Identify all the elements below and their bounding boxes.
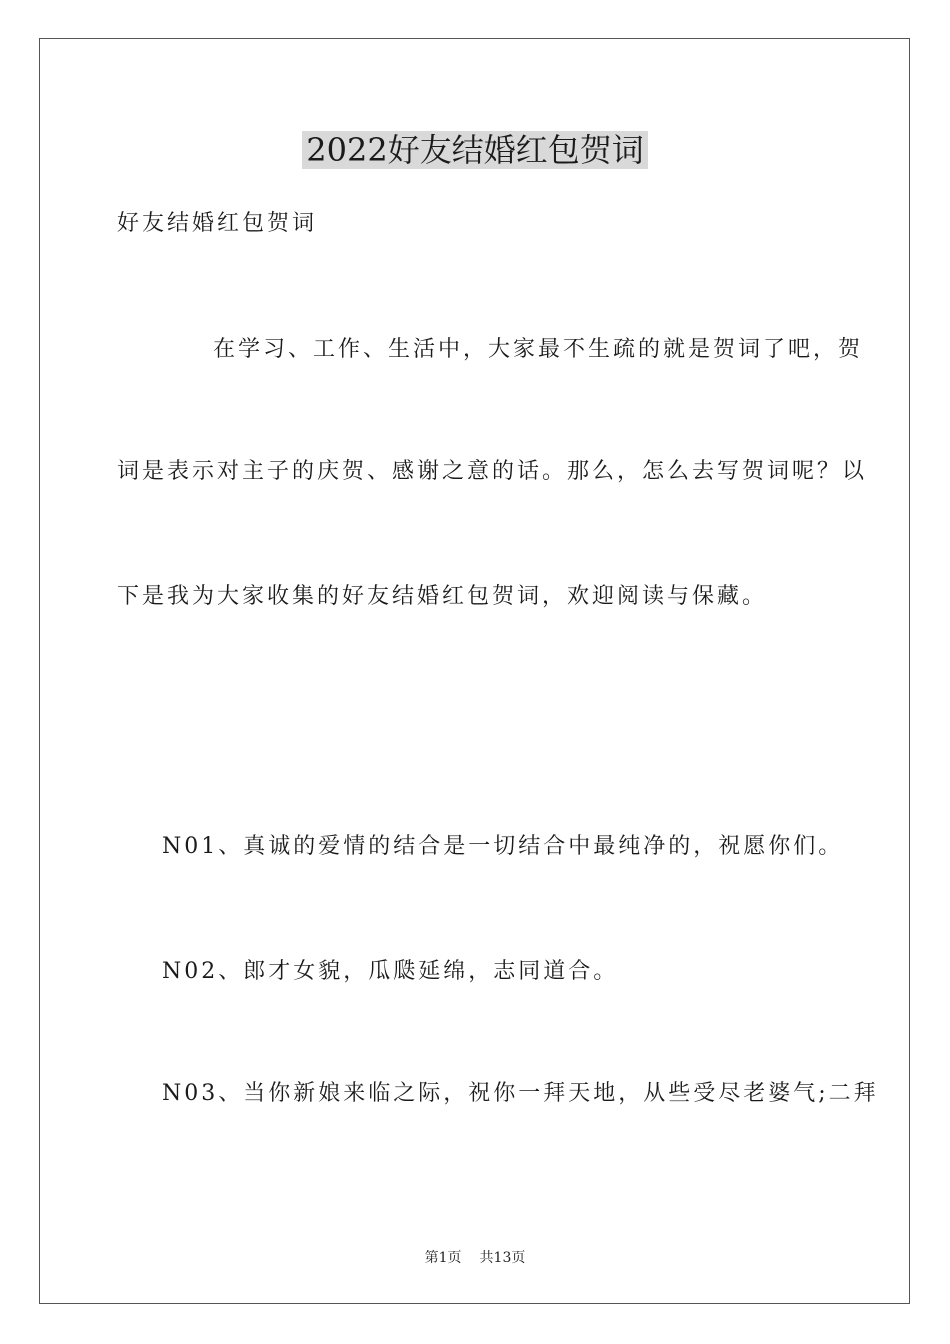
list-item-n03: N03、当你新娘来临之际，祝你一拜天地，从些受尽老婆气;二拜: [162, 1081, 879, 1106]
page-number-total: 共13页: [479, 1250, 526, 1266]
document-title-text: 2022好友结婚红包贺词: [302, 131, 647, 169]
list-item-n01: N01、真诚的爱情的结合是一切结合中最纯净的，祝愿你们。: [162, 834, 844, 859]
page-footer: [0, 1248, 950, 1268]
intro-line-3: 下是我为大家收集的好友结婚红包贺词，欢迎阅读与保藏。: [117, 584, 768, 609]
document-title: [0, 128, 950, 172]
page-number-current: 第1页: [424, 1250, 462, 1266]
document-subtitle: 好友结婚红包贺词: [117, 211, 318, 236]
intro-line-2: 词是表示对主子的庆贺、感谢之意的话。那么，怎么去写贺词呢？以: [117, 459, 868, 484]
list-item-n02: N02、郎才女貌，瓜瓞延绵，志同道合。: [162, 959, 619, 984]
intro-line-1: 在学习、工作、生活中，大家最不生疏的就是贺词了吧，贺: [213, 337, 864, 362]
